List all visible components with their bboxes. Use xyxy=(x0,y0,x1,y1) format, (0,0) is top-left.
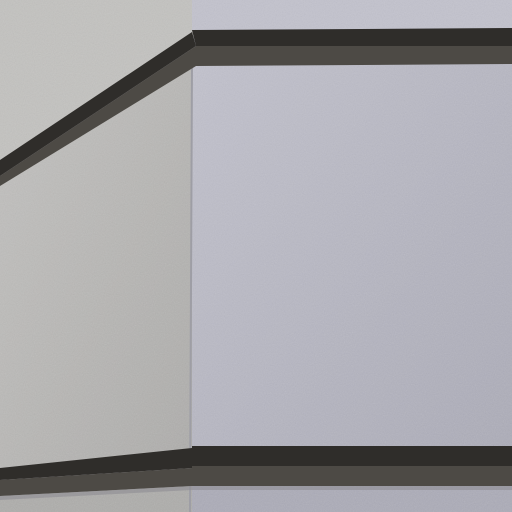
top-trim-right-underside xyxy=(196,44,512,66)
bottom-trim-right-underside xyxy=(192,466,512,486)
top-trim-right-face xyxy=(192,28,512,46)
bottom-trim-right-face xyxy=(192,446,512,466)
right-wall xyxy=(192,62,512,448)
right-wall-upper xyxy=(192,0,512,30)
